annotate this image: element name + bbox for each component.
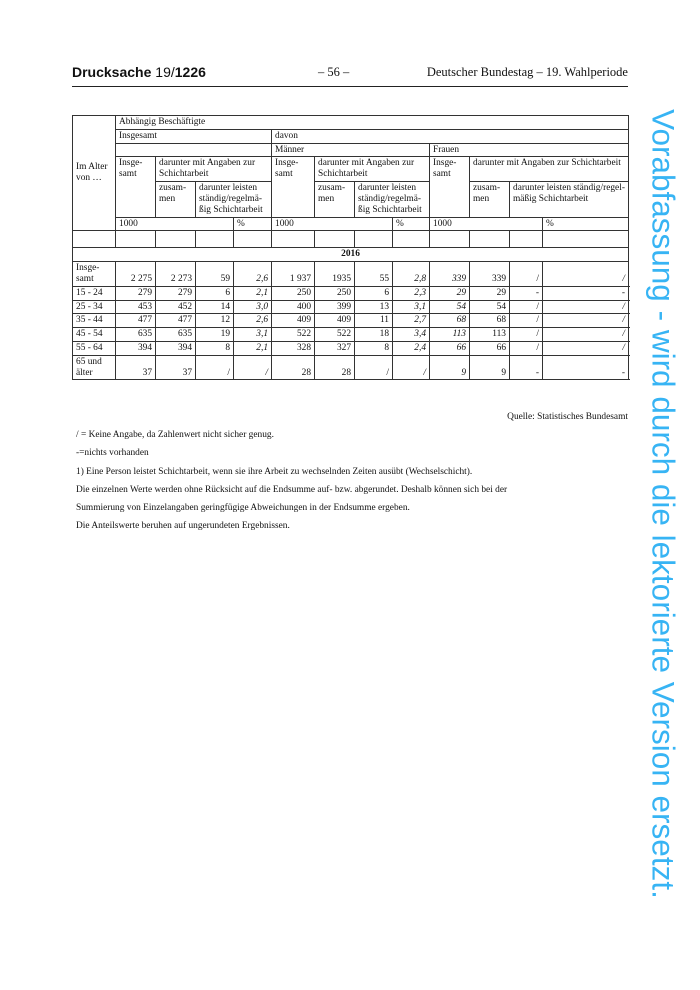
table-cell: / xyxy=(510,328,543,342)
table-cell: 453 xyxy=(116,300,156,314)
page-header xyxy=(72,62,628,87)
table-cell: - xyxy=(510,355,543,380)
col-insgesamt: Insge-samt xyxy=(116,157,156,217)
table-cell: 37 xyxy=(116,355,156,380)
table-cell: 3,4 xyxy=(393,328,430,342)
statistics-table xyxy=(72,115,629,380)
table-cell: 635 xyxy=(116,328,156,342)
table-cell: 12 xyxy=(196,314,234,328)
table-row xyxy=(73,328,629,342)
table-cell: / xyxy=(510,314,543,328)
table-cell: 68 xyxy=(430,314,470,328)
table-cell: 54 xyxy=(430,300,470,314)
table-cell: - xyxy=(510,286,543,300)
table-cell: 3,1 xyxy=(393,300,430,314)
col-darunter-mit-angaben: darunter mit Angaben zur Schichtarbeit xyxy=(470,157,629,182)
col-darunter-mit-angaben: darunter mit Angaben zur Schichtarbeit xyxy=(156,157,272,182)
age-column-header: Im Alter von … xyxy=(73,116,116,231)
table-row xyxy=(73,286,629,300)
age-group-cell: 35 - 44 xyxy=(73,314,116,328)
unit-label: 1000 xyxy=(430,217,543,231)
table-cell: 2,6 xyxy=(234,262,272,287)
footnote: Die einzelnen Werte werden ohne Rücksicht auf die Endsumme auf- bzw. abgerundet. Deshalb können sich bei der xyxy=(76,484,508,495)
table-cell: / xyxy=(543,342,629,356)
table-cell: 2,1 xyxy=(234,286,272,300)
footnote: Die Anteilswerte beruhen auf ungerundeten Ergebnissen. xyxy=(76,521,290,532)
frauen-header: Frauen xyxy=(430,143,629,157)
age-group-cell: 15 - 24 xyxy=(73,286,116,300)
table-cell: 452 xyxy=(156,300,196,314)
table-cell: 635 xyxy=(156,328,196,342)
table-cell: 11 xyxy=(355,314,393,328)
footnote: / = Keine Angabe, da Zahlenwert nicht sicher genug. xyxy=(76,430,274,440)
age-group-cell: 65 und älter xyxy=(73,355,116,380)
footnote: Summierung von Einzelangaben geringfügige Abweichungen in der Endsumme ergeben. xyxy=(76,503,410,513)
table-cell: 37 xyxy=(156,355,196,380)
table-cell: 66 xyxy=(430,342,470,356)
table-cell: 279 xyxy=(116,286,156,300)
footnotes xyxy=(76,430,616,540)
table-cell: 66 xyxy=(470,342,510,356)
unit-label: % xyxy=(393,217,430,231)
table-cell: / xyxy=(543,328,629,342)
table-cell: 3,1 xyxy=(234,328,272,342)
data-rows xyxy=(73,262,629,380)
table-cell: 2 275 xyxy=(116,262,156,287)
table-cell: 59 xyxy=(196,262,234,287)
table-cell: - xyxy=(543,286,629,300)
table-cell: 9 xyxy=(430,355,470,380)
table-cell: 2,1 xyxy=(234,342,272,356)
col-darunter-leisten: darunter leisten ständig/regel-mäßig Schichtarbeit xyxy=(510,182,629,217)
table-cell: 18 xyxy=(355,328,393,342)
table-cell: / xyxy=(196,355,234,380)
table-cell: 6 xyxy=(355,286,393,300)
table-cell: 2,3 xyxy=(393,286,430,300)
parliament-label: Deutscher Bundestag – 19. Wahlperiode xyxy=(426,65,628,79)
table-cell: / xyxy=(234,355,272,380)
source-note: Quelle: Statistisches Bundesamt xyxy=(507,412,628,422)
table-cell: 400 xyxy=(272,300,315,314)
table-row xyxy=(73,355,629,380)
table-cell: 54 xyxy=(470,300,510,314)
table-cell: 8 xyxy=(355,342,393,356)
col-darunter-leisten: darunter leisten ständig/regelmä-ßig Schichtarbeit xyxy=(355,182,430,217)
maenner-header: Männer xyxy=(272,143,430,157)
table-cell: 29 xyxy=(470,286,510,300)
table-cell: 394 xyxy=(116,342,156,356)
top-header: Abhängig Beschäftigte xyxy=(116,116,629,130)
table-cell: 409 xyxy=(315,314,355,328)
table-cell: 13 xyxy=(355,300,393,314)
table-row xyxy=(73,342,629,356)
year-row: 2016 xyxy=(73,248,629,262)
document-number: Drucksache 19/1226 xyxy=(72,64,206,80)
table-cell: 14 xyxy=(196,300,234,314)
col-zusammen: zusam-men xyxy=(470,182,510,217)
table-cell: 28 xyxy=(315,355,355,380)
footnote: 1) Eine Person leistet Schichtarbeit, wenn sie ihre Arbeit zu wechselnden Zeiten ausübt (Wechselschicht). xyxy=(76,466,473,477)
table-cell: / xyxy=(543,314,629,328)
table-cell: 2 273 xyxy=(156,262,196,287)
table-cell: 1 937 xyxy=(272,262,315,287)
unit-label: % xyxy=(543,217,629,231)
table-cell: / xyxy=(510,300,543,314)
table-row xyxy=(73,314,629,328)
col-zusammen: zusam-men xyxy=(156,182,196,217)
table-cell: 8 xyxy=(196,342,234,356)
table-cell: 2,7 xyxy=(393,314,430,328)
table-cell: 2,8 xyxy=(393,262,430,287)
table-cell: 113 xyxy=(430,328,470,342)
table-cell: / xyxy=(510,342,543,356)
table-cell: 339 xyxy=(430,262,470,287)
unit-label: 1000 xyxy=(272,217,393,231)
table-cell: 28 xyxy=(272,355,315,380)
table-cell: 327 xyxy=(315,342,355,356)
table-cell: 328 xyxy=(272,342,315,356)
col-zusammen: zusam-men xyxy=(315,182,355,217)
table-cell: / xyxy=(543,300,629,314)
unit-label: % xyxy=(234,217,272,231)
table-cell: 477 xyxy=(156,314,196,328)
table-cell: 250 xyxy=(315,286,355,300)
draft-watermark: Vorabfassung - wird durch die lektorierte Version ersetzt. xyxy=(645,109,682,899)
table-cell: 113 xyxy=(470,328,510,342)
table-cell: 399 xyxy=(315,300,355,314)
table-cell: 477 xyxy=(116,314,156,328)
col-darunter-mit-angaben: darunter mit Angaben zur Schichtarbeit xyxy=(315,157,430,182)
table-cell: 2,6 xyxy=(234,314,272,328)
table-cell: / xyxy=(510,262,543,287)
table-cell: 2,4 xyxy=(393,342,430,356)
age-group-cell: Insge-samt xyxy=(73,262,116,287)
table-cell: 9 xyxy=(470,355,510,380)
table-cell: 522 xyxy=(315,328,355,342)
table-cell: 394 xyxy=(156,342,196,356)
table-cell: 68 xyxy=(470,314,510,328)
age-group-cell: 45 - 54 xyxy=(73,328,116,342)
insgesamt-header: Insgesamt xyxy=(116,129,272,143)
table-cell: 3,0 xyxy=(234,300,272,314)
unit-label: 1000 xyxy=(116,217,234,231)
davon-header: davon xyxy=(272,129,629,143)
table-cell: 6 xyxy=(196,286,234,300)
page-number: – 56 – xyxy=(318,65,350,79)
table-cell: / xyxy=(393,355,430,380)
col-insgesamt: Insge-samt xyxy=(430,157,470,217)
age-group-cell: 25 - 34 xyxy=(73,300,116,314)
table-cell: 339 xyxy=(470,262,510,287)
spacer-row xyxy=(73,231,629,248)
table-cell: - xyxy=(543,355,629,380)
table-cell: 250 xyxy=(272,286,315,300)
table-cell: / xyxy=(355,355,393,380)
age-group-cell: 55 - 64 xyxy=(73,342,116,356)
table-cell: 19 xyxy=(196,328,234,342)
table-cell: 279 xyxy=(156,286,196,300)
table-cell: 1935 xyxy=(315,262,355,287)
table-cell: 55 xyxy=(355,262,393,287)
footnote: -=nichts vorhanden xyxy=(76,448,149,459)
table-row xyxy=(73,262,629,287)
table-cell: 29 xyxy=(430,286,470,300)
table-row xyxy=(73,300,629,314)
table-cell: 409 xyxy=(272,314,315,328)
col-darunter-leisten: darunter leisten ständig/regelmä-ßig Schichtarbeit xyxy=(196,182,272,217)
table-cell: / xyxy=(543,262,629,287)
col-insgesamt: Insge-samt xyxy=(272,157,315,217)
table-cell: 522 xyxy=(272,328,315,342)
